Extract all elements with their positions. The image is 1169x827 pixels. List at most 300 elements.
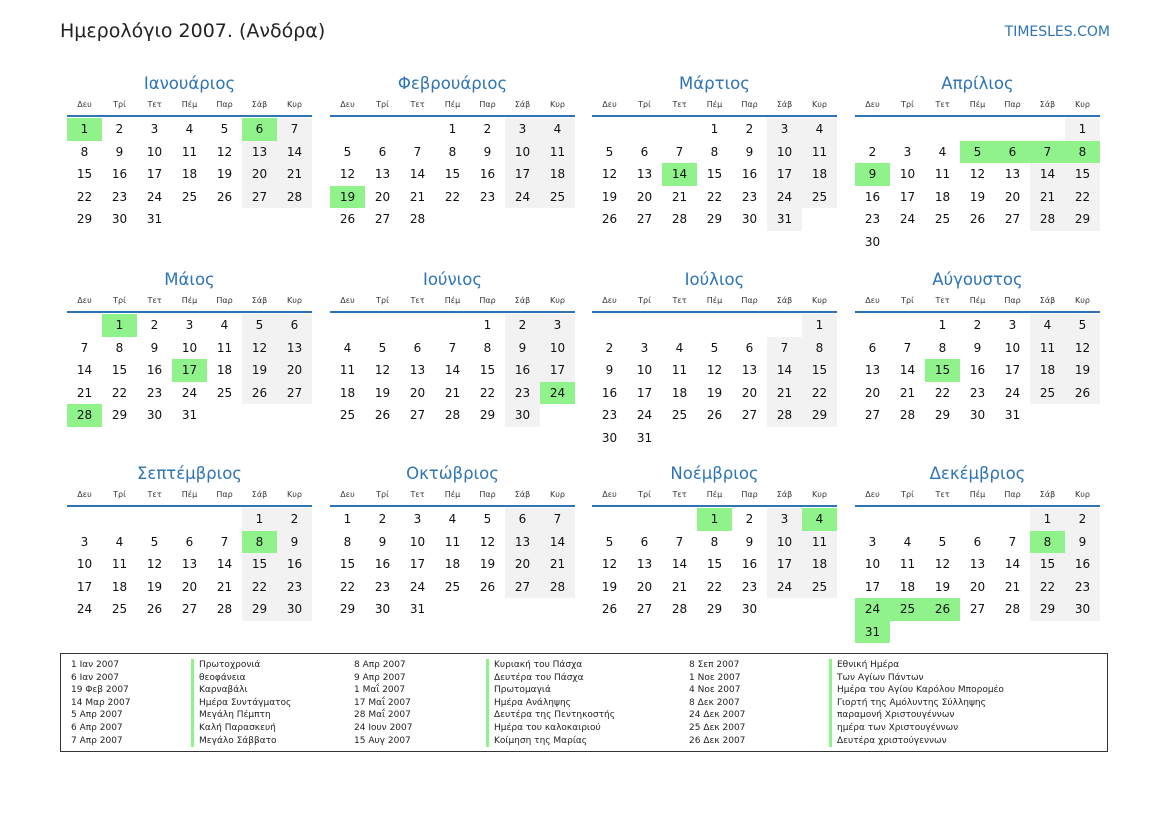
day-cell: 18 (1030, 359, 1065, 382)
empty-cell (365, 314, 400, 337)
weekday-label: Κυρ (550, 296, 565, 305)
legend-holiday-name: Των Αγίων Πάντων (829, 672, 924, 685)
day-cell: 20 (969, 579, 986, 594)
day-cell: 3 (413, 512, 422, 526)
day-cell: 25 (1030, 382, 1065, 405)
day-cell: 5 (605, 534, 614, 549)
day-cell: 23 (479, 189, 496, 204)
day-cell: 9 (745, 144, 754, 159)
day-cell: 12 (1065, 337, 1100, 360)
day-cell: 29 (706, 212, 723, 226)
day-cell: 15 (802, 359, 837, 382)
weekday-label: Παρ (216, 296, 233, 305)
day-cell: 23 (741, 189, 758, 204)
day-cell: 20 (181, 579, 198, 594)
empty-cell (592, 314, 627, 337)
day-cell: 26 (374, 408, 391, 422)
weekday-label: Τρί (638, 490, 651, 499)
day-cell: 19 (146, 579, 163, 594)
day-cell: 11 (444, 534, 461, 549)
legend-date: 24 Ιουν 2007 (354, 723, 413, 733)
legend-date: 6 Απρ 2007 (71, 723, 123, 733)
header-divider (855, 311, 1100, 313)
day-cell: 2 (745, 122, 754, 136)
weekday-label: Τετ (147, 100, 162, 109)
holiday-day-cell: 8 (242, 531, 277, 554)
weekday-header (330, 488, 575, 502)
day-cell: 7 (675, 144, 684, 159)
day-cell: 26 (1065, 382, 1100, 405)
empty-cell (855, 508, 890, 531)
empty-cell (890, 118, 925, 141)
day-cell: 4 (448, 512, 457, 526)
day-cell: 18 (339, 385, 356, 400)
weekday-label: Σάβ (1039, 296, 1056, 305)
day-cell: 16 (1065, 553, 1100, 576)
weekday-label: Τετ (410, 296, 425, 305)
empty-cell (855, 118, 890, 141)
month-name: Ιούνιος (422, 270, 483, 289)
holiday-day-cell: 24 (540, 382, 575, 405)
day-cell: 16 (741, 167, 758, 181)
day-cell: 18 (181, 167, 198, 181)
month-block (67, 70, 312, 231)
header-divider (67, 115, 312, 117)
day-cell: 30 (741, 602, 758, 616)
day-cell: 29 (76, 212, 93, 226)
weekday-label: Σάβ (514, 100, 531, 109)
legend-date: 15 Αυγ 2007 (354, 735, 411, 746)
day-cell: 5 (710, 340, 719, 355)
day-cell: 25 (339, 408, 356, 422)
day-cell: 30 (741, 212, 758, 226)
day-cell: 17 (409, 557, 426, 571)
day-cell: 10 (636, 363, 653, 377)
weekday-label: Κυρ (1075, 296, 1090, 305)
legend-holiday-name: Πρωτομαγιά (486, 684, 551, 697)
day-cell: 16 (741, 557, 758, 571)
day-cell: 16 (146, 363, 163, 377)
day-grid (330, 314, 575, 427)
day-cell: 28 (767, 404, 802, 427)
day-cell: 30 (111, 212, 128, 226)
day-grid (855, 314, 1100, 427)
day-cell: 23 (111, 189, 128, 204)
day-cell: 9 (115, 144, 124, 159)
day-cell: 13 (181, 557, 198, 571)
day-cell: 3 (868, 534, 877, 549)
day-cell: 9 (483, 144, 492, 159)
day-cell: 2 (1065, 508, 1100, 531)
legend-holiday-name: Καρναβάλι (191, 684, 248, 697)
weekday-label: Παρ (479, 296, 496, 305)
weekday-label: Τετ (147, 296, 162, 305)
day-cell: 3 (1008, 318, 1017, 332)
day-cell: 15 (444, 167, 461, 181)
legend-holiday-name: Ημέρα του καλοκαιριού (486, 722, 601, 735)
weekday-label: Τρί (901, 490, 914, 499)
day-cell: 8 (115, 340, 124, 355)
day-cell: 29 (1065, 208, 1100, 231)
legend-holiday-name: θεοφάνεια (191, 672, 246, 685)
day-cell: 3 (640, 340, 649, 355)
day-cell: 28 (671, 602, 688, 616)
day-cell: 26 (601, 212, 618, 226)
day-cell: 29 (339, 602, 356, 616)
weekday-label: Δευ (602, 296, 617, 305)
day-cell: 14 (409, 167, 426, 181)
holiday-day-cell: 9 (855, 163, 890, 186)
empty-cell (995, 508, 1030, 531)
header-divider (330, 311, 575, 313)
day-cell: 30 (505, 404, 540, 427)
day-cell: 14 (216, 557, 233, 571)
day-cell: 4 (220, 318, 229, 332)
month-name: Μάιος (164, 270, 215, 289)
day-cell: 2 (483, 122, 492, 136)
day-cell: 6 (640, 144, 649, 159)
empty-cell (960, 118, 995, 141)
weekday-label: Κυρ (287, 296, 302, 305)
day-cell: 6 (413, 340, 422, 355)
day-cell: 26 (242, 382, 277, 405)
weekday-label: Τρί (901, 100, 914, 109)
day-cell: 9 (745, 534, 754, 549)
weekday-label: Κυρ (550, 100, 565, 109)
weekday-label: Πέμ (706, 100, 723, 109)
day-cell: 25 (181, 189, 198, 204)
empty-cell (855, 314, 890, 337)
day-cell: 12 (339, 167, 356, 181)
weekday-label: Πέμ (181, 100, 198, 109)
day-cell: 12 (706, 363, 723, 377)
day-cell: 6 (277, 314, 312, 337)
weekday-label: Σάβ (1039, 490, 1056, 499)
day-cell: 20 (374, 189, 391, 204)
header-divider (592, 115, 837, 117)
weekday-label: Παρ (741, 100, 758, 109)
holiday-day-cell: 8 (1030, 531, 1065, 554)
day-cell: 30 (864, 234, 881, 249)
day-cell: 1 (1030, 508, 1065, 531)
empty-cell (662, 508, 697, 531)
holiday-day-cell: 17 (172, 359, 207, 382)
month-block (67, 460, 312, 621)
day-cell: 19 (374, 385, 391, 400)
day-cell: 30 (601, 430, 618, 445)
day-cell: 18 (934, 189, 951, 204)
weekday-label: Πέμ (181, 490, 198, 499)
day-cell: 2 (605, 340, 614, 355)
day-grid (592, 314, 837, 449)
holiday-day-cell: 1 (102, 314, 137, 337)
day-cell: 25 (802, 186, 837, 209)
holiday-day-cell: 24 (855, 598, 890, 621)
weekday-label: Δευ (602, 100, 617, 109)
empty-cell (890, 314, 925, 337)
holiday-day-cell: 15 (925, 359, 960, 382)
weekday-header (855, 98, 1100, 112)
month-name: Απρίλιος (941, 74, 1014, 93)
day-cell: 13 (636, 557, 653, 571)
weekday-label: Δευ (602, 490, 617, 499)
empty-cell (592, 118, 627, 141)
empty-cell (400, 314, 435, 337)
day-cell: 7 (413, 144, 422, 159)
day-cell: 8 (343, 534, 352, 549)
day-cell: 19 (242, 359, 277, 382)
empty-cell (627, 508, 662, 531)
weekday-header (67, 488, 312, 502)
day-cell: 19 (706, 385, 723, 400)
day-cell: 6 (185, 534, 194, 549)
day-cell: 15 (706, 167, 723, 181)
site-link[interactable]: TIMESLES.COM (1004, 24, 1110, 40)
day-cell: 27 (969, 602, 986, 616)
day-cell: 20 (409, 385, 426, 400)
holiday-day-cell: 14 (662, 163, 697, 186)
empty-cell (365, 118, 400, 141)
weekday-label: Τετ (410, 100, 425, 109)
day-cell: 14 (277, 141, 312, 164)
day-cell: 11 (899, 557, 916, 571)
header-divider (592, 505, 837, 507)
day-cell: 18 (671, 385, 688, 400)
empty-cell (732, 314, 767, 337)
weekday-label: Σάβ (251, 490, 268, 499)
weekday-label: Κυρ (1075, 100, 1090, 109)
day-cell: 16 (601, 385, 618, 400)
day-cell: 19 (934, 579, 951, 594)
legend-holiday-name: Κυριακή του Πάσχα (486, 659, 582, 672)
legend-holiday-name: Γιορτή της Αμόλυντης Σύλληψης (829, 697, 986, 710)
day-cell: 19 (969, 189, 986, 204)
day-cell: 5 (150, 534, 159, 549)
day-cell: 9 (150, 340, 159, 355)
day-cell: 20 (505, 553, 540, 576)
day-cell: 23 (741, 579, 758, 594)
day-cell: 25 (216, 385, 233, 400)
day-cell: 15 (1030, 553, 1065, 576)
day-cell: 29 (242, 598, 277, 621)
weekday-label: Τρί (376, 100, 389, 109)
day-cell: 31 (767, 208, 802, 231)
day-cell: 11 (181, 144, 198, 159)
legend-holiday-name: ημέρα των Χριστουγέννων (829, 722, 958, 735)
day-cell: 11 (339, 363, 356, 377)
day-cell: 29 (1030, 598, 1065, 621)
weekday-label: Κυρ (812, 296, 827, 305)
legend-date: 8 Σεπ 2007 (689, 660, 740, 670)
day-cell: 8 (483, 340, 492, 355)
day-cell: 16 (505, 359, 540, 382)
day-cell: 7 (675, 534, 684, 549)
day-cell: 28 (444, 408, 461, 422)
day-cell: 11 (216, 340, 233, 355)
day-cell: 17 (767, 553, 802, 576)
day-cell: 3 (540, 314, 575, 337)
day-cell: 23 (146, 385, 163, 400)
day-cell: 10 (505, 141, 540, 164)
day-cell: 28 (216, 602, 233, 616)
day-cell: 25 (671, 408, 688, 422)
month-block (592, 460, 837, 621)
day-cell: 5 (605, 144, 614, 159)
legend-date: 7 Απρ 2007 (71, 735, 123, 746)
legend-date: 8 Απρ 2007 (354, 660, 406, 670)
legend-date: 1 Ιαν 2007 (71, 660, 119, 670)
day-cell: 13 (374, 167, 391, 181)
empty-cell (960, 508, 995, 531)
weekday-label: Σάβ (514, 490, 531, 499)
day-cell: 4 (185, 122, 194, 136)
weekday-label: Παρ (216, 100, 233, 109)
day-cell: 27 (636, 212, 653, 226)
day-cell: 18 (111, 579, 128, 594)
day-cell: 16 (969, 363, 986, 377)
day-cell: 11 (802, 141, 837, 164)
day-cell: 21 (899, 385, 916, 400)
day-grid (855, 508, 1100, 643)
empty-cell (925, 508, 960, 531)
weekday-label: Παρ (1004, 490, 1021, 499)
empty-cell (330, 118, 365, 141)
month-name: Οκτώβριος (406, 464, 499, 483)
day-cell: 21 (671, 579, 688, 594)
day-cell: 14 (444, 363, 461, 377)
day-cell: 8 (938, 340, 947, 355)
day-cell: 4 (1030, 314, 1065, 337)
weekday-label: Παρ (479, 100, 496, 109)
day-cell: 22 (706, 579, 723, 594)
weekday-label: Παρ (479, 490, 496, 499)
day-cell: 29 (934, 408, 951, 422)
weekday-label: Κυρ (287, 490, 302, 499)
legend-date: 1 Μαΐ 2007 (354, 685, 406, 696)
day-cell: 22 (111, 385, 128, 400)
day-cell: 26 (479, 579, 496, 594)
day-cell: 12 (601, 167, 618, 181)
empty-cell (627, 118, 662, 141)
day-cell: 4 (802, 118, 837, 141)
day-grid (67, 508, 312, 621)
day-cell: 29 (802, 404, 837, 427)
day-grid (330, 118, 575, 231)
holiday-day-cell: 4 (802, 508, 837, 531)
day-grid (592, 508, 837, 621)
weekday-label: Πέμ (444, 490, 461, 499)
month-block (855, 70, 1100, 253)
day-cell: 11 (802, 531, 837, 554)
weekday-label: Πέμ (444, 100, 461, 109)
legend-date: 1 Νοε 2007 (689, 672, 741, 683)
day-cell: 29 (111, 408, 128, 422)
day-cell: 30 (277, 598, 312, 621)
header-divider (67, 505, 312, 507)
day-cell: 15 (242, 553, 277, 576)
weekday-label: Κυρ (550, 490, 565, 499)
weekday-header (67, 294, 312, 308)
day-cell: 1 (242, 508, 277, 531)
day-cell: 31 (409, 602, 426, 616)
empty-cell (697, 314, 732, 337)
day-cell: 5 (242, 314, 277, 337)
day-cell: 3 (767, 508, 802, 531)
day-cell: 9 (277, 531, 312, 554)
legend-holiday-name: Δευτέρα χριστούγεννων (829, 735, 947, 748)
weekday-label: Τετ (935, 100, 950, 109)
month-block (592, 70, 837, 231)
day-cell: 20 (277, 359, 312, 382)
day-cell: 15 (76, 167, 93, 181)
legend-date: 26 Δεκ 2007 (689, 735, 746, 746)
weekday-label: Τρί (638, 100, 651, 109)
day-cell: 15 (1065, 163, 1100, 186)
holiday-day-cell: 5 (960, 141, 995, 164)
weekday-label: Τετ (147, 490, 162, 499)
legend-date: 14 Μαρ 2007 (71, 697, 131, 708)
day-cell: 7 (220, 534, 229, 549)
legend-holiday-name: Ημέρα Ανάληψης (486, 697, 571, 710)
day-cell: 23 (601, 408, 618, 422)
day-cell: 10 (1004, 340, 1021, 355)
day-cell: 10 (864, 557, 881, 571)
legend-date: 25 Δεκ 2007 (689, 723, 746, 733)
weekday-label: Πέμ (181, 296, 198, 305)
legend-holiday-name: Μεγάλο Σάββατο (191, 735, 277, 748)
empty-cell (995, 118, 1030, 141)
holiday-legend (60, 653, 1108, 752)
weekday-label: Κυρ (812, 490, 827, 499)
day-cell: 27 (374, 212, 391, 226)
empty-cell (137, 508, 172, 531)
day-cell: 22 (1030, 576, 1065, 599)
day-cell: 17 (864, 579, 881, 594)
empty-cell (627, 314, 662, 337)
day-cell: 23 (969, 385, 986, 400)
day-cell: 10 (76, 557, 93, 571)
day-cell: 20 (1004, 189, 1021, 204)
weekday-header (592, 294, 837, 308)
day-cell: 17 (76, 579, 93, 594)
day-cell: 8 (710, 144, 719, 159)
day-cell: 18 (444, 557, 461, 571)
empty-cell (102, 508, 137, 531)
day-cell: 9 (973, 340, 982, 355)
day-cell: 2 (277, 508, 312, 531)
day-cell: 9 (1065, 531, 1100, 554)
day-cell: 19 (479, 557, 496, 571)
day-cell: 6 (640, 534, 649, 549)
day-cell: 23 (505, 382, 540, 405)
empty-cell (925, 118, 960, 141)
day-cell: 12 (374, 363, 391, 377)
day-cell: 5 (483, 512, 492, 526)
weekday-label: Σάβ (251, 100, 268, 109)
day-cell: 8 (448, 144, 457, 159)
month-name: Φεβρουάριος (397, 74, 508, 93)
day-cell: 21 (1030, 186, 1065, 209)
day-cell: 26 (216, 189, 233, 204)
day-cell: 26 (706, 408, 723, 422)
legend-holiday-name: Κοίμηση της Μαρίας (486, 735, 587, 748)
weekday-label: Παρ (216, 490, 233, 499)
empty-cell (662, 118, 697, 141)
month-block (330, 70, 575, 231)
weekday-label: Τετ (410, 490, 425, 499)
day-cell: 4 (343, 340, 352, 355)
day-cell: 13 (505, 531, 540, 554)
